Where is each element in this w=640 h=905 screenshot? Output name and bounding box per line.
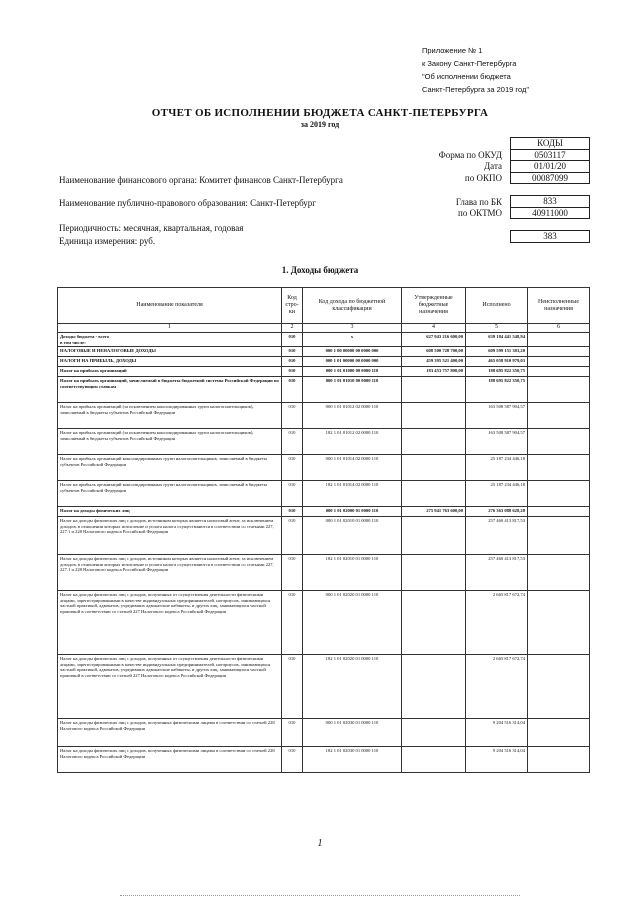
appendix-line: к Закону Санкт-Петербурга — [422, 59, 517, 68]
footer-divider — [120, 895, 520, 898]
table-row — [58, 555, 590, 591]
row-unexecuted — [528, 747, 590, 773]
col-number: 2 — [282, 324, 303, 333]
row-budget-code: 000 1 01 00000 00 0000 000 — [303, 357, 402, 367]
col-number: 6 — [528, 324, 590, 333]
row-executed: 609 599 151 383,20 — [466, 347, 528, 357]
table-row — [58, 455, 590, 481]
col-number: 5 — [466, 324, 528, 333]
row-unexecuted — [528, 719, 590, 747]
row-line-code: 010 — [282, 591, 303, 655]
row-unexecuted — [528, 591, 590, 655]
row-budget-code: 182 1 01 02010 01 0000 110 — [303, 555, 402, 591]
row-executed: 639 184 441 548,94 — [466, 333, 528, 347]
col-number: 1 — [58, 324, 282, 333]
row-approved — [402, 517, 466, 555]
row-budget-code: 000 1 01 01000 00 0000 110 — [303, 367, 402, 377]
row-line-code: 010 — [282, 747, 303, 773]
row-approved: 459 395 521 400,00 — [402, 357, 466, 367]
appendix-line: Приложение № 1 — [422, 46, 483, 55]
row-name: Налог на доходы физических лиц — [58, 507, 282, 517]
date-label: Дата — [484, 161, 502, 171]
row-name: НАЛОГОВЫЕ И НЕНАЛОГОВЫЕ ДОХОДЫ — [58, 347, 282, 357]
row-executed: 163 508 587 904,57 — [466, 403, 528, 429]
table-row — [58, 655, 590, 719]
codes-table — [510, 137, 590, 243]
row-executed: 25 187 234 446,18 — [466, 481, 528, 507]
row-approved — [402, 403, 466, 429]
codes-gap — [511, 184, 590, 196]
okud-label: Форма по ОКУД — [438, 150, 502, 160]
row-executed: 257 460 413 817,53 — [466, 555, 528, 591]
appendix-block — [422, 44, 529, 96]
row-unexecuted — [528, 481, 590, 507]
row-line-code: 010 — [282, 429, 303, 455]
oktmo-label: по ОКТМО — [458, 208, 502, 218]
row-line-code: 010 — [282, 481, 303, 507]
row-unexecuted — [528, 377, 590, 403]
row-executed: 25 187 234 446,18 — [466, 455, 528, 481]
row-line-code: 010 — [282, 517, 303, 555]
table-row — [58, 377, 590, 403]
row-approved: 608 500 728 700,00 — [402, 347, 466, 357]
row-budget-code: x — [303, 333, 402, 347]
report-subtitle: за 2019 год — [300, 120, 340, 129]
row-approved — [402, 481, 466, 507]
col-header-unexecuted: Неисполненные назначения — [528, 288, 590, 324]
table-row — [58, 719, 590, 747]
bk-code: 833 — [511, 196, 590, 208]
row-executed: 188 695 822 350,75 — [466, 367, 528, 377]
row-line-code: 010 — [282, 357, 303, 367]
row-line-code: 010 — [282, 333, 303, 347]
periodicity: Периодичность: месячная, квартальная, годовая — [59, 223, 244, 233]
public-entity-name: Наименование публично-правового образования: Санкт-Петербург — [59, 198, 316, 208]
table-row — [58, 403, 590, 429]
row-name: Налог на доходы физических лиц с доходов, полученных от осуществления деятельности физическими лицами, зарегистрированными в качестве индивидуальных предпринимателей, нотариусов, занимающихся частной практикой, адвокатов, учредивших адвокатские кабинеты, и других лиц, занимающихся частной практикой в соответствии со статьей 227 Налогового кодекса Российской Федерации — [58, 591, 282, 655]
row-unexecuted — [528, 403, 590, 429]
row-budget-code: 182 1 01 02030 01 0000 110 — [303, 747, 402, 773]
page-number: 1 — [317, 838, 323, 849]
row-name: Налог на прибыль организаций (за исключением консолидированных групп налогоплательщиков), зачисляемый в бюджеты субъектов Российской Федерации — [58, 429, 282, 455]
date-code: 01/01/20 — [511, 161, 590, 173]
col-header-line: Код стро-ки — [282, 288, 303, 324]
row-approved — [402, 555, 466, 591]
fin-org-name: Наименование финансового органа: Комитет финансов Санкт-Петербурга — [59, 175, 343, 185]
row-name: НАЛОГИ НА ПРИБЫЛЬ, ДОХОДЫ — [58, 357, 282, 367]
row-name: Налог на доходы физических лиц с доходов, источником которых является налоговый агент, за исключением доходов, в отношении которых исчисление и уплата налога осуществляются в соответствии со статьями 227, 227.1 и 228 Налогового кодекса Российской Федерации — [58, 555, 282, 591]
row-name: Налог на прибыль организаций, зачисляемый в бюджеты бюджетной системы Российской Федерации по соответствующим ставкам — [58, 377, 282, 403]
row-line-code: 010 — [282, 507, 303, 517]
row-line-code: 010 — [282, 555, 303, 591]
row-unexecuted — [528, 347, 590, 357]
report-title: ОТЧЕТ ОБ ИСПОЛНЕНИИ БЮДЖЕТА САНКТ-ПЕТЕРБУРГА — [151, 107, 489, 119]
row-executed: 2 665 817 672,74 — [466, 591, 528, 655]
section-title: 1. Доходы бюджета — [281, 265, 359, 275]
row-unexecuted — [528, 429, 590, 455]
income-table — [57, 287, 590, 773]
table-row — [58, 747, 590, 773]
row-executed: 9 204 516 314,04 — [466, 719, 528, 747]
okpo-code: 00087099 — [511, 172, 590, 184]
row-name: Налог на прибыль организаций консолидированных групп налогоплательщиков, зачисляемый в бюджеты субъектов Российской Федерации — [58, 481, 282, 507]
unit-of-measure: Единица измерения: руб. — [59, 236, 156, 246]
row-line-code: 010 — [282, 347, 303, 357]
row-approved — [402, 429, 466, 455]
row-budget-code: 000 1 01 02010 01 0000 110 — [303, 517, 402, 555]
row-executed: 163 508 587 904,57 — [466, 429, 528, 455]
row-line-code: 010 — [282, 403, 303, 429]
row-approved — [402, 655, 466, 719]
row-unexecuted — [528, 517, 590, 555]
col-header-approved: Утвержденные бюджетные назначения — [402, 288, 466, 324]
row-unexecuted — [528, 367, 590, 377]
appendix-line: "Об исполнении бюджета — [422, 72, 511, 81]
row-name: Налог на прибыль организаций (за исключением консолидированных групп налогоплательщиков), зачисляемый в бюджеты субъектов Российской Федерации — [58, 403, 282, 429]
row-executed: 465 058 910 979,03 — [466, 357, 528, 367]
row-unexecuted — [528, 455, 590, 481]
bk-label: Глава по БК — [455, 197, 502, 207]
col-header-executed: Исполнено — [466, 288, 528, 324]
row-budget-code: 182 1 01 02020 01 0000 110 — [303, 655, 402, 719]
codes-header: КОДЫ — [511, 138, 590, 150]
row-unexecuted — [528, 655, 590, 719]
row-line-code: 010 — [282, 455, 303, 481]
table-row — [58, 367, 590, 377]
row-budget-code: 000 1 01 02030 01 0000 110 — [303, 719, 402, 747]
row-executed: 276 363 088 628,28 — [466, 507, 528, 517]
row-executed: 188 695 822 350,75 — [466, 377, 528, 403]
row-approved: 183 453 757 800,00 — [402, 367, 466, 377]
row-name: Налог на доходы физических лиц с доходов, полученных физическими лицами в соответствии со статьей 228 Налогового кодекса Российской Федерации — [58, 719, 282, 747]
row-budget-code: 000 1 01 01014 02 0000 110 — [303, 455, 402, 481]
row-approved — [402, 377, 466, 403]
row-name: Налог на доходы физических лиц с доходов, полученных от осуществления деятельности физическими лицами, зарегистрированными в качестве индивидуальных предпринимателей, нотариусов, занимающихся частной практикой, адвокатов, учредивших адвокатские кабинеты, и других лиц, занимающихся частной практикой в соответствии со статьей 227 Налогового кодекса Российской Федерации — [58, 655, 282, 719]
row-approved: 275 941 763 600,00 — [402, 507, 466, 517]
table-row — [58, 481, 590, 507]
row-name: Налог на прибыль организаций консолидированных групп налогоплательщиков, зачисляемый в бюджеты субъектов Российской Федерации — [58, 455, 282, 481]
row-budget-code: 000 1 00 00000 00 0000 000 — [303, 347, 402, 357]
row-approved: 627 943 216 600,00 — [402, 333, 466, 347]
table-row — [58, 333, 590, 347]
row-name: Налог на доходы физических лиц с доходов, источником которых является налоговый агент, за исключением доходов, в отношении которых исчисление и уплата налога осуществляются в соответствии со статьями 227, 227.1 и 228 Налогового кодекса Российской Федерации — [58, 517, 282, 555]
table-row — [58, 347, 590, 357]
col-number: 4 — [402, 324, 466, 333]
okud-code: 0503117 — [511, 149, 590, 161]
unit-code: 383 — [511, 231, 590, 243]
row-unexecuted — [528, 507, 590, 517]
row-executed: 9 204 516 314,04 — [466, 747, 528, 773]
table-body — [58, 333, 590, 773]
row-budget-code: 000 1 01 02000 01 0000 110 — [303, 507, 402, 517]
row-approved — [402, 719, 466, 747]
col-header-name: Наименование показателя — [58, 288, 282, 324]
row-unexecuted — [528, 357, 590, 367]
row-budget-code: 000 1 01 02020 01 0000 110 — [303, 591, 402, 655]
row-unexecuted — [528, 333, 590, 347]
row-budget-code: 182 1 01 01014 02 0000 110 — [303, 481, 402, 507]
okpo-label: по ОКПО — [464, 173, 502, 183]
col-header-code: Код дохода по бюджетной классификации — [303, 288, 402, 324]
row-executed: 2 665 817 672,74 — [466, 655, 528, 719]
row-line-code: 010 — [282, 719, 303, 747]
table-row — [58, 591, 590, 655]
row-approved — [402, 455, 466, 481]
row-budget-code: 000 1 01 01010 00 0000 110 — [303, 377, 402, 403]
row-name: Налог на прибыль организаций — [58, 367, 282, 377]
row-approved — [402, 591, 466, 655]
col-number: 3 — [303, 324, 402, 333]
table-row — [58, 429, 590, 455]
codes-gap — [511, 219, 590, 231]
row-budget-code: 000 1 01 01012 02 0000 110 — [303, 403, 402, 429]
row-line-code: 010 — [282, 377, 303, 403]
appendix-line: Санкт-Петербурга за 2019 год" — [422, 85, 529, 94]
oktmo-code: 40911000 — [511, 207, 590, 219]
row-executed: 257 460 413 817,53 — [466, 517, 528, 555]
table-row — [58, 357, 590, 367]
row-line-code: 010 — [282, 367, 303, 377]
row-line-code: 010 — [282, 655, 303, 719]
row-name: Доходы бюджета - всего в том числе: — [58, 333, 282, 347]
table-row — [58, 507, 590, 517]
row-unexecuted — [528, 555, 590, 591]
row-approved — [402, 747, 466, 773]
row-name: Налог на доходы физических лиц с доходов, полученных физическими лицами в соответствии со статьей 228 Налогового кодекса Российской Федерации — [58, 747, 282, 773]
table-row — [58, 517, 590, 555]
row-budget-code: 182 1 01 01012 02 0000 110 — [303, 429, 402, 455]
